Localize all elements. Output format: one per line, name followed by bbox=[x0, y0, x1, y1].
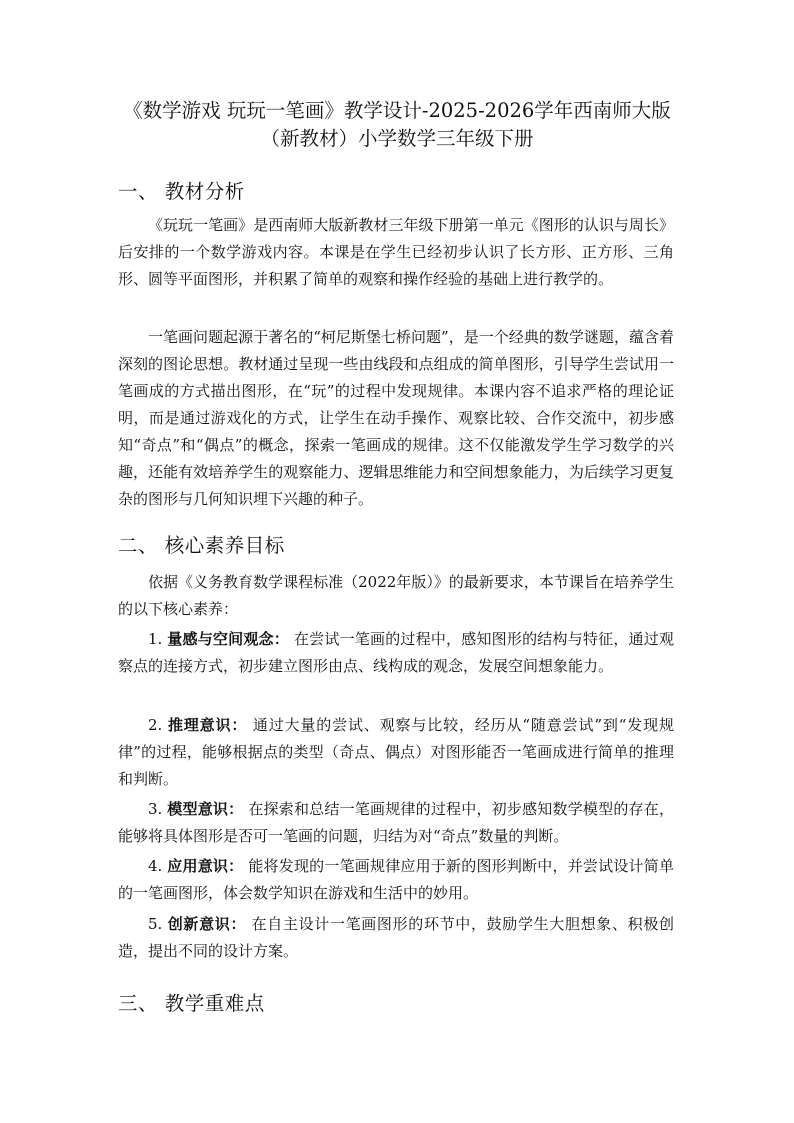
objective-term: 量感与空间观念： bbox=[167, 630, 289, 648]
section-heading-objectives: 二、 核心素养目标 bbox=[118, 534, 285, 557]
objective-term: 创新意识： bbox=[167, 915, 247, 933]
paragraph-analysis-2: 一笔画问题起源于著名的“柯尼斯堡七桥问题”，是一个经典的数学谜题，蕴含着深刻的图论思想。教材通过呈现一些由线段和点组成的简单图形，引导学生尝试用一笔画成的方式描出图形，在“玩”的过程中发现规律。本课内容不追求严格的理论证明，而是通过游戏化的方式，让学生在动手操作、观察比较、合作交流中，初步感知“奇点”和“偶点”的概念，探索一笔画成的规律。这不仅能激发学生学习数学的兴趣，还能有效培养学生的观察能力、逻辑思维能力和空间想象能力，为后续学习更复杂的图形与几何知识埋下兴趣的种子。 bbox=[118, 328, 674, 508]
objective-item bbox=[118, 911, 674, 965]
document-title bbox=[110, 97, 684, 153]
objective-term: 模型意识： bbox=[167, 800, 244, 818]
objective-number: 3. bbox=[148, 800, 163, 818]
objective-number: 5. bbox=[148, 915, 163, 933]
section-heading-analysis: 一、 教材分析 bbox=[118, 180, 245, 203]
objective-item bbox=[118, 712, 674, 793]
objective-text: 通过大量的尝试、观察与比较，经历从“随意尝试”到“发现规律”的过程，能够根据点的类型（奇点、偶点）对图形能否一笔画成进行简单的推理和判断。 bbox=[118, 716, 674, 788]
paragraph-objectives-intro: 依据《义务教育数学课程标准（2022年版）》的最新要求，本节课旨在培养学生的以下核心素养： bbox=[118, 573, 674, 618]
objective-term: 应用意识： bbox=[167, 857, 244, 875]
objective-number: 4. bbox=[148, 857, 163, 875]
objective-term: 推理意识： bbox=[167, 716, 248, 734]
title-line-1: 《数学游戏 玩玩一笔画》教学设计-2025-2026学年西南师大版 bbox=[123, 99, 671, 122]
objective-text: 能将发现的一笔画规律应用于新的图形判断中，并尝试设计简单的一笔画图形，体会数学知识在游戏和生活中的妙用。 bbox=[118, 857, 674, 902]
objective-number: 1. bbox=[148, 630, 163, 648]
title-line-2: （新教材）小学数学三年级下册 bbox=[260, 127, 534, 150]
objective-item bbox=[118, 626, 674, 680]
section-heading-key-points: 三、 教学重难点 bbox=[118, 992, 265, 1015]
objective-item bbox=[118, 796, 674, 850]
paragraph-analysis-1: 《玩玩一笔画》是西南师大版新教材三年级下册第一单元《图形的认识与周长》后安排的一个数学游戏内容。本课是在学生已经初步认识了长方形、正方形、三角形、圆等平面图形，并积累了简单的观察和操作经验的基础上进行教学的。 bbox=[118, 216, 674, 288]
objective-text: 在自主设计一笔画图形的环节中，鼓励学生大胆想象、积极创造，提出不同的设计方案。 bbox=[118, 915, 674, 960]
objective-number: 2. bbox=[148, 716, 163, 734]
objective-text: 在尝试一笔画的过程中，感知图形的结构与特征，通过观察点的连接方式，初步建立图形由点、线构成的观念，发展空间想象能力。 bbox=[118, 630, 674, 675]
objective-text: 在探索和总结一笔画规律的过程中，初步感知数学模型的存在，能够将具体图形是否可一笔画的问题，归结为对“奇点”数量的判断。 bbox=[118, 800, 674, 845]
objective-item bbox=[118, 853, 674, 907]
